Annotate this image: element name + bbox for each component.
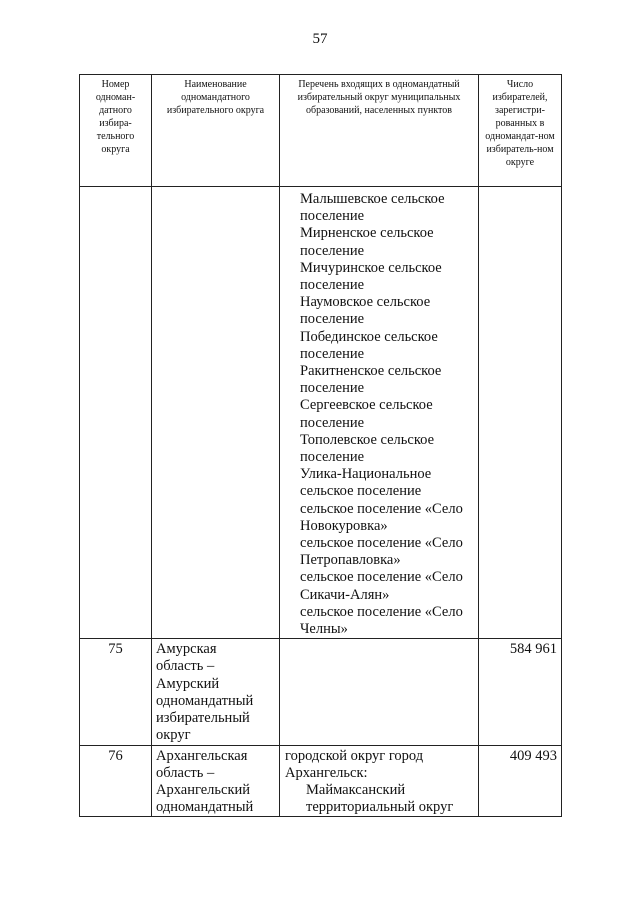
districts-table [79,74,562,817]
municipality-line: сельское поселение [300,483,422,500]
district-name-line: округ [156,727,191,744]
municipality-line: Архангельск: [285,764,368,781]
municipality-line: Сикачи-Алян» [300,586,390,603]
municipality-line: Тополевское сельское [300,431,435,448]
municipality-line: Улика-Национальное [300,466,432,483]
municipality-line: поселение [300,449,365,466]
municipality-line: Ракитненское сельское [300,363,442,380]
district-name-line: Архангельская [156,747,248,764]
page-number: 57 [312,31,328,47]
municipality-line: поселение [300,208,365,225]
municipality-line: Мирненское сельское [300,225,434,242]
district-name [152,745,280,817]
voter-count: 584 961 [479,639,562,745]
header-district-name: Наименование одномандатного избирательного округа [152,75,280,187]
header-voter-count: Число избирателей, зарегистри-рованных в одномандат-ном избиратель-ном округе [479,75,562,187]
municipality-line: поселение [300,242,365,259]
municipality-line: сельское поселение «Село [300,535,463,552]
municipality-line: поселение [300,311,365,328]
district-name-line: область – [156,764,215,781]
district-name-line: одномандатный [156,799,254,816]
district-number: 75 [80,639,152,745]
district-name-line: Архангельский [156,781,251,798]
territorial-district-line: Маймаксанский [306,781,406,798]
header-district-number: Номер одноман-датного избира-тельного округа [80,75,152,187]
district-name-line: одномандатный [156,692,254,709]
municipality-line: городской округ город [285,747,424,764]
district-name-line: область – [156,658,215,675]
district-municipalities [280,745,479,817]
municipality-line: сельское поселение «Село [300,569,463,586]
voter-count: 409 493 [479,745,562,817]
municipality-line: поселение [300,414,365,431]
municipality-line: сельское поселение «Село [300,500,463,517]
municipality-line: Малышевское сельское [300,191,445,207]
municipality-line: поселение [300,380,365,397]
district-name-line: избирательный [156,710,250,727]
municipality-line: поселение [300,277,365,294]
municipality-line: поселение [300,345,365,362]
municipality-line: Побединское сельское [300,328,438,345]
municipality-line: Наумовское сельское [300,294,431,311]
district-municipalities-empty [280,639,479,745]
cell-number-empty [80,187,152,639]
table-row [80,745,562,817]
municipality-list [280,187,478,638]
table-row-continuation [80,187,562,639]
table-header-row [80,75,562,187]
district-number: 76 [80,745,152,817]
cell-municipalities [280,187,479,639]
district-name-line: Амурский [156,675,220,692]
territorial-district-line: территориальный округ [306,799,454,816]
cell-name-empty [152,187,280,639]
cell-voters-empty [479,187,562,639]
municipality-line: Петропавловка» [300,552,401,569]
municipality-line: Мичуринское сельское [300,259,442,276]
municipality-line: Сергеевское сельское [300,397,433,414]
district-name [152,639,280,745]
district-name-line: Амурская [156,641,217,658]
table-row [80,639,562,745]
municipality-line: сельское поселение «Село [300,603,463,620]
header-municipalities: Перечень входящих в одномандатный избирательный округ муниципальных образований, населенных пунктов [280,75,479,187]
municipality-line: Челны» [300,621,348,638]
municipality-line: Новокуровка» [300,517,388,534]
